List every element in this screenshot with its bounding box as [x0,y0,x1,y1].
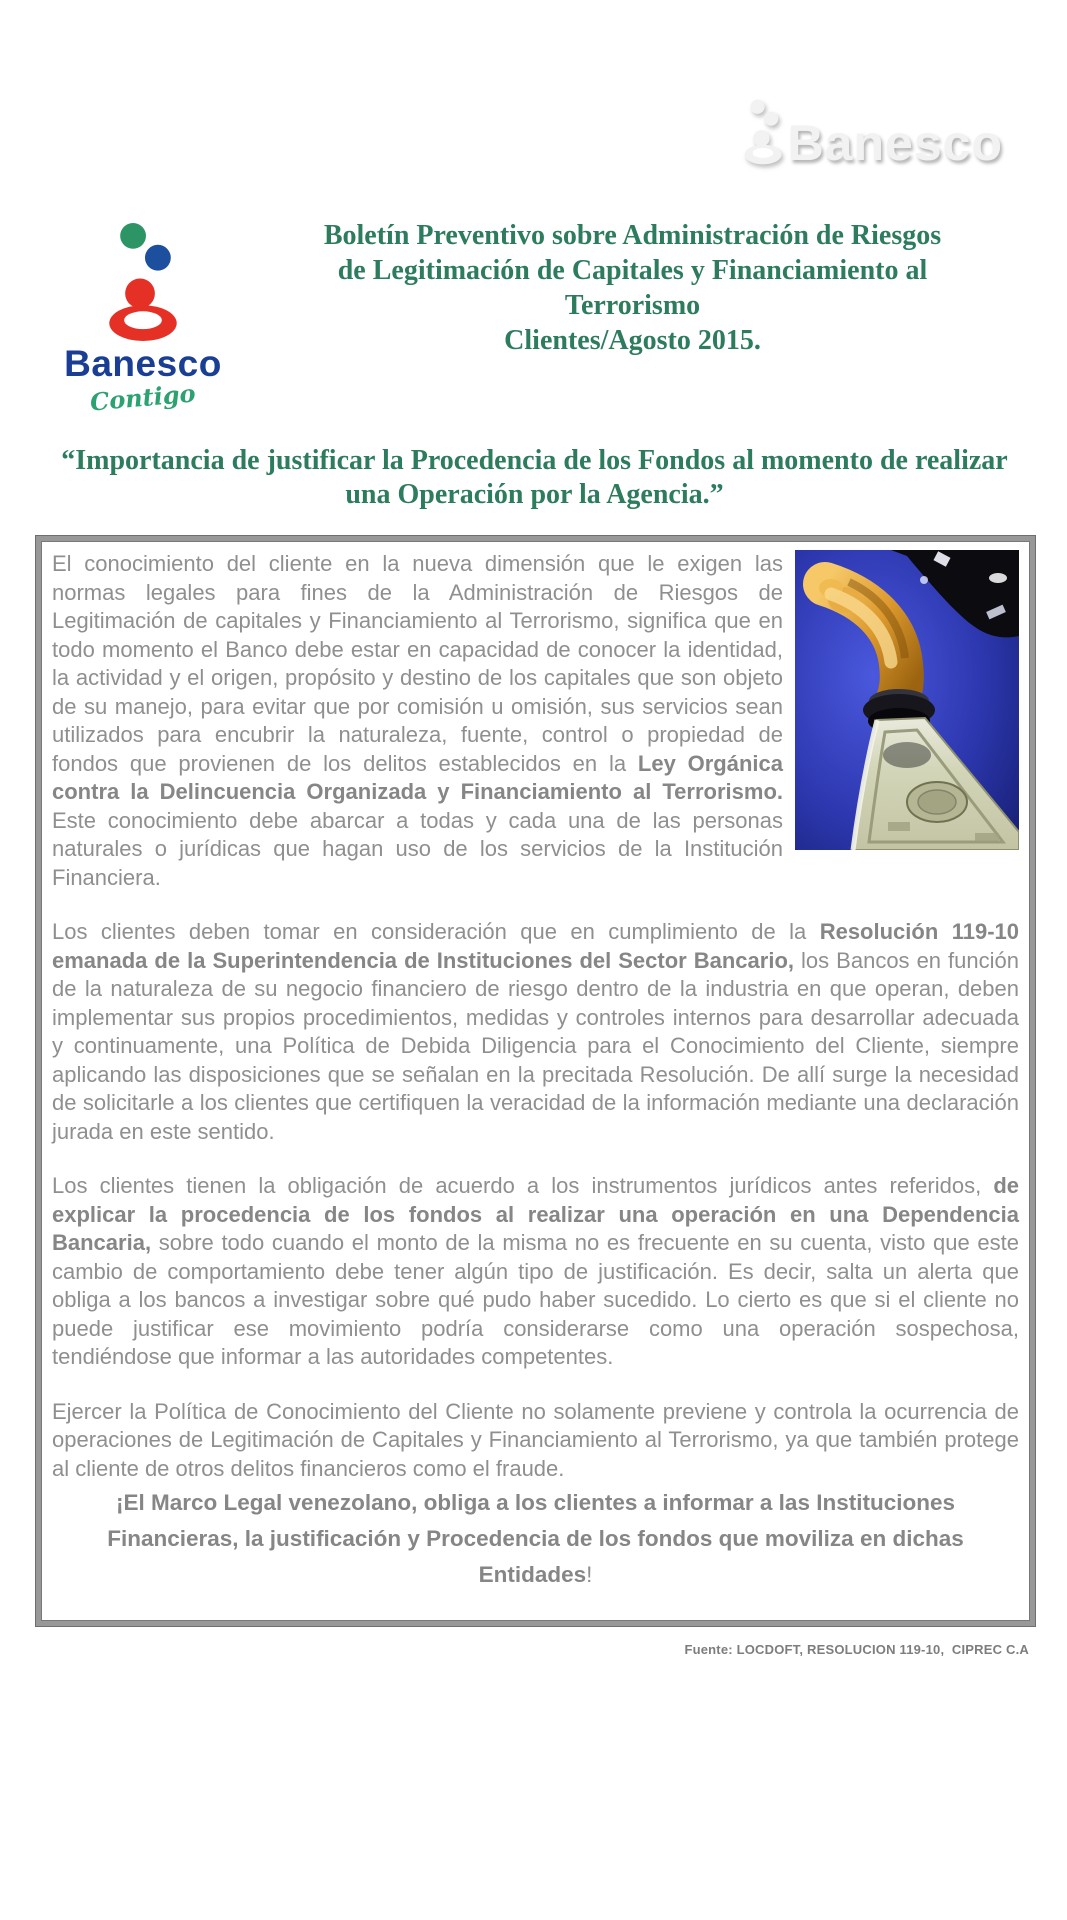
money-faucet-photo [795,550,1019,850]
source-line: Fuente: LOCDOFT, RESOLUCION 119-10, CIPREC C.A [684,1642,1029,1657]
paragraph-4 [52,1398,1019,1484]
title-line-1: Boletín Preventivo sobre Administración de Riesgos [323,220,942,251]
closing-bold-text: ¡El Marco Legal venezolano, obliga a los clientes a informar a las Instituciones Financieras, la justificación y Procedencia de los fondos que moviliza en dichas Entidades [107,1490,964,1587]
banesco-watermark [742,98,1003,171]
paragraph-3-text: Los clientes tienen la obligación de acuerdo a los instrumentos jurídicos antes referidos, [52,1173,994,1198]
paragraph-2-text: Los clientes deben tomar en consideración que en cumplimiento de la [52,919,820,944]
logo-brand-text: Banesco [64,343,222,384]
paragraph-2 [52,918,1019,1146]
paragraph-2-bold-resolution: Resolución 119-10 emanada de la Superintendencia de Instituciones del Sector Bancario, [52,919,1019,973]
banesco-person-icon-watermark [742,98,784,166]
bulletin-subject: “Importancia de justificar la Procedencia de los Fondos al momento de realizar una Operación por la Agencia.” [61,445,1008,510]
paragraph-3-bold-obligation: de explicar la procedencia de los fondos al realizar una operación en una Dependencia Bancaria, [52,1173,1019,1255]
paragraph-3-text-end: sobre todo cuando el monto de la misma no es frecuente en su cuenta, visto que este cambio de comportamiento debe tener algún tipo de justificación. Es decir, salta un alerta que obliga a los bancos a investigar sobre qué pudo haber sucedido. Lo cierto es que si el cliente no puede justificar ese movimiento podría considerarse como una operación sospechosa, tendiéndose que informar a las autoridades competentes. [52,1230,1019,1369]
banesco-logo [48,216,238,417]
title-line-4: Clientes/Agosto 2015. [504,325,761,356]
banesco-person-icon [108,220,178,344]
bulletin-header [48,216,1027,417]
logo-tagline-text: Contigo [89,378,197,417]
paragraph-2-text-end: los Bancos en función de la naturaleza de su negocio financiero de riesgo dentro de la industria en que operan, deben implementar sus propios procedimientos, medidas y controles internos para desarrollar adecuada y continuamente, una Política de Debida Diligencia para el Conocimiento del Cliente, siempre aplicando las disposiciones que se señalan en la precitada Resolución. De allí surge la necesidad de solicitarle a los clientes que certifiquen la veracidad de la información mediante una declaración jurada en este sentido. [52,947,1019,1144]
closing-statement [52,1485,1019,1593]
title-line-2: de Legitimación de Capitales y Financiamiento al [337,255,928,286]
paragraph-1-text-end: Este conocimiento debe abarcar a todas y cada una de las personas naturales o jurídicas que hagan uso de los servicios de la Institución Financiera. [52,807,783,890]
watermark-brand-text: Banesco [787,115,1003,171]
paragraph-3 [52,1172,1019,1372]
money-faucet-photo-graphic [795,550,1019,850]
title-line-3: Terrorismo [564,290,701,321]
paragraph-4-text: Ejercer la Política de Conocimiento del Cliente no solamente previene y controla la ocurrencia de operaciones de Legitimación de Capitales y Financiamiento al Terrorismo, ya que también protege al cliente de otros delitos financieros como el fraude. [52,1398,1019,1481]
bulletin-title [238,216,1027,411]
paragraph-1-bold-law: Ley Orgánica contra la Delincuencia Organizada y Financiamiento al Terrorismo. [52,750,783,804]
closing-exclamation: ! [586,1562,593,1587]
paragraph-1-text: El conocimiento del cliente en la nueva dimensión que le exigen las normas legales para fines de la Administración de Riesgos de Legitimación de capitales y Financiamiento al Terrorismo, significa que en todo momento el Banco debe estar en capacidad de conocer la identidad, la actividad y el origen, propósito y destino de los capitales que son objeto de su manejo, para evitar que por comisión u omisión, sus servicios sean utilizados para encubrir la naturaleza, fuente, control o propiedad de fondos que provienen de los delitos establecidos en la [52,551,783,776]
article-box [36,536,1035,1626]
